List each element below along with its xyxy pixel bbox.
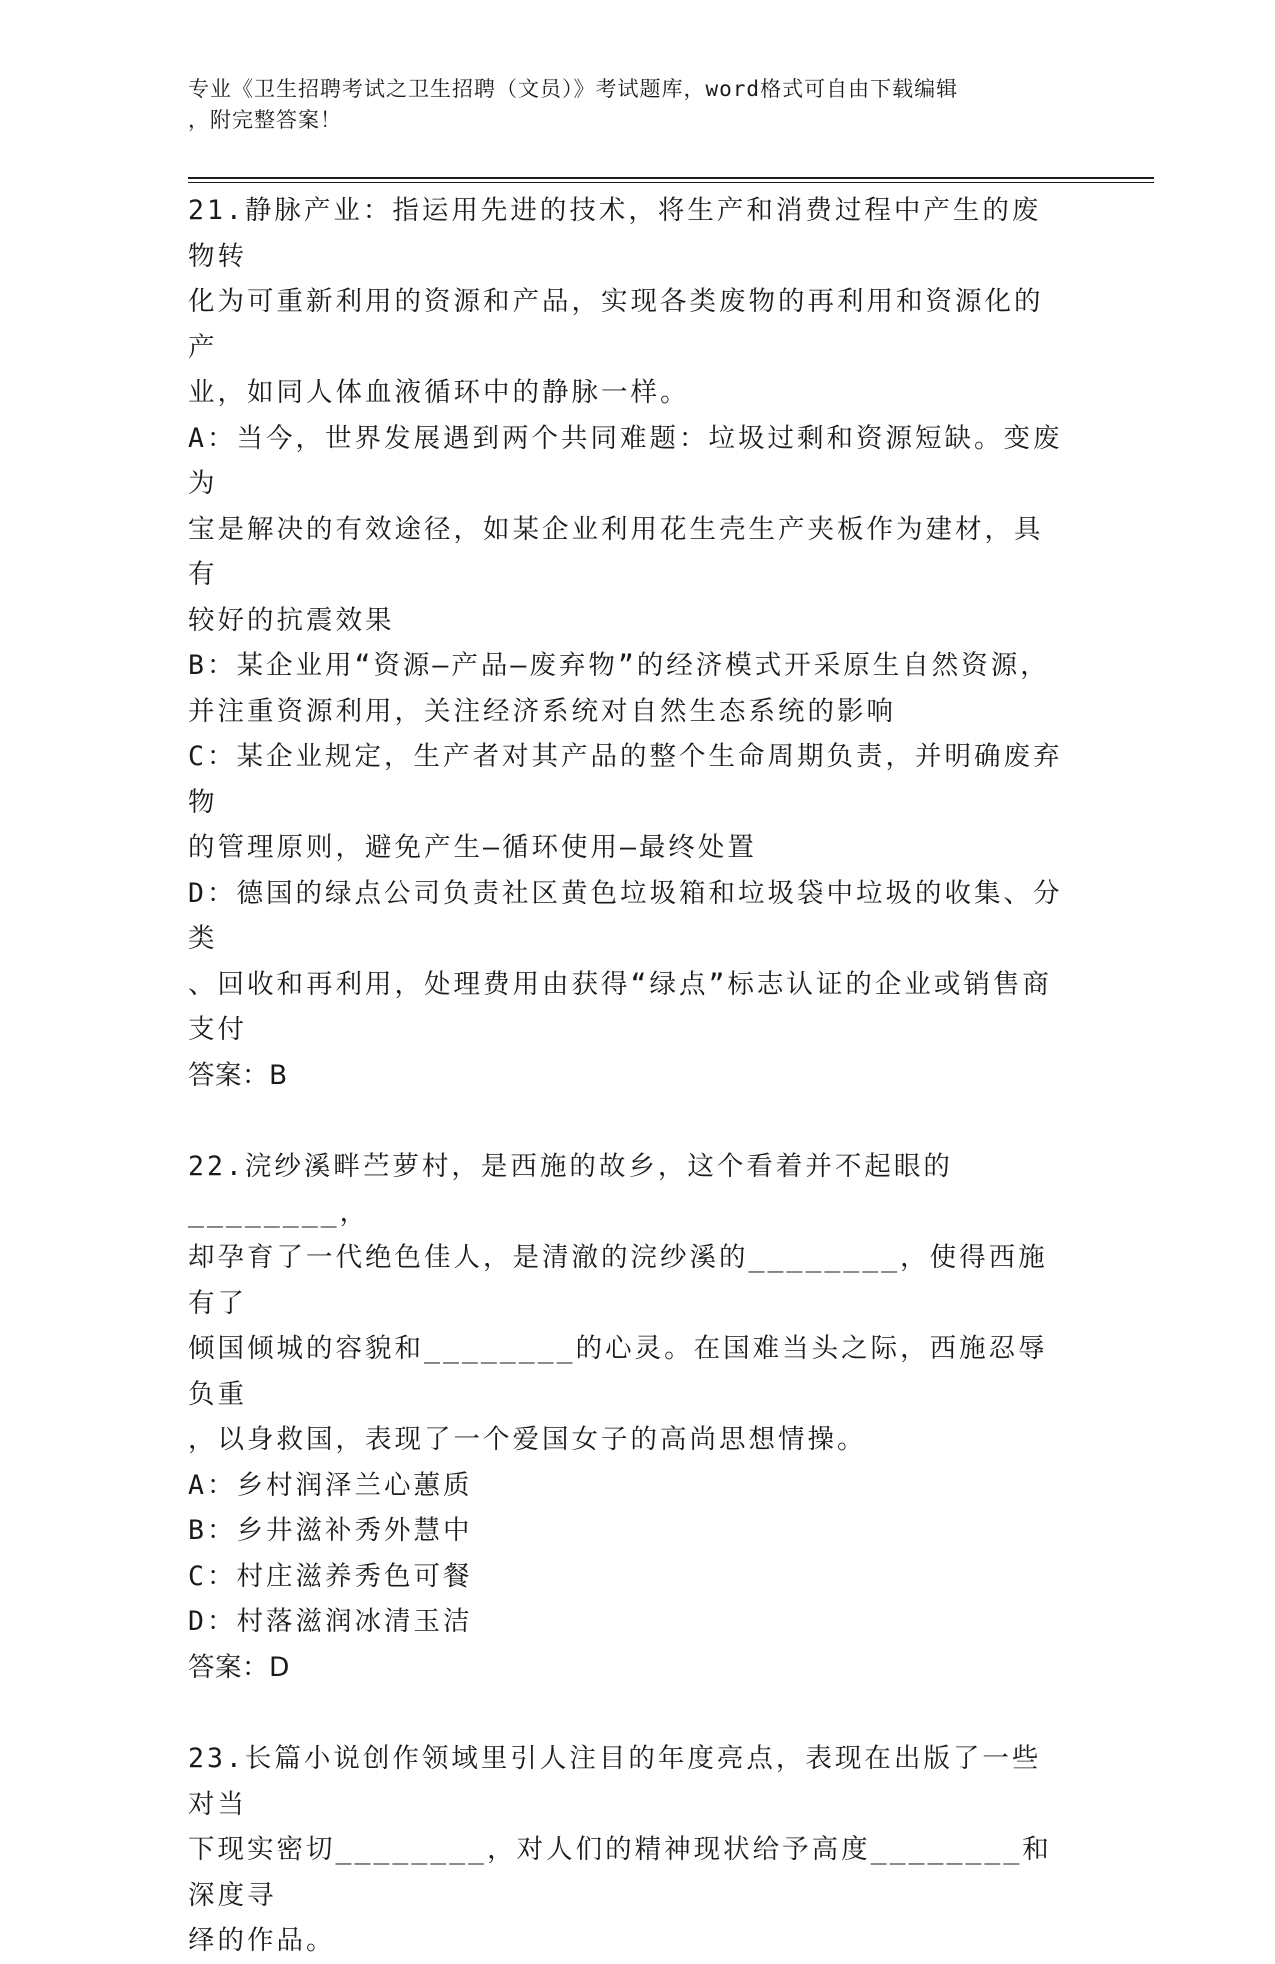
header-divider-thin [188, 182, 1154, 183]
option-c: C：村庄滋养秀色可餐 [188, 1560, 473, 1592]
option-d: D：村落滋润冰清玉洁 [188, 1606, 473, 1637]
header-line-2: ，附完整答案！ [188, 108, 342, 132]
question-text-line: ，以身救国，表现了一个爱国女子的高尚思想情操。 [188, 1424, 867, 1455]
page-header [188, 74, 1088, 136]
option-text-line: A：当今，世界发展遇到两个共同难题：垃圾过剩和资源短缺。变废为 [188, 422, 1063, 499]
question-list [188, 188, 1068, 1964]
header-line-1: 专业《卫生招聘考试之卫生招聘（文员）》考试题库，word格式可自由下载编辑 [188, 77, 959, 101]
option-b: B：乡井滋补秀外慧中 [188, 1515, 473, 1546]
option-text-line: 宝是解决的有效途径，如某企业利用花生壳生产夹板作为建材，具有 [188, 513, 1044, 590]
question-text-line: 下现实密切________，对人们的精神现状给予高度________和深度寻 [188, 1834, 1052, 1911]
question-23 [188, 1736, 1068, 1964]
option-c [188, 734, 1068, 871]
question-text-line: 倾国倾城的容貌和________的心灵。在国难当头之际，西施忍辱负重 [188, 1333, 1048, 1410]
option-text-line: C：某企业规定，生产者对其产品的整个生命周期负责，并明确废弃物 [188, 741, 1063, 818]
question-spacer [188, 1690, 1068, 1736]
option-d [188, 871, 1068, 1053]
question-text-line: 21.静脉产业：指运用先进的技术，将生产和消费过程中产生的废物转 [188, 195, 1042, 272]
option-a [188, 416, 1068, 644]
option-text-line: 并注重资源利用，关注经济系统对自然生态系统的影响 [188, 695, 896, 727]
question-22 [188, 1144, 1068, 1690]
question-text-line: 绎的作品。 [188, 1925, 336, 1956]
option-text-line: 较好的抗震效果 [188, 604, 395, 636]
question-text-line: 化为可重新利用的资源和产品，实现各类废物的再利用和资源化的产 [188, 286, 1044, 363]
answer-line: 答案：D [188, 1651, 290, 1683]
question-text-line: 22.浣纱溪畔苎萝村，是西施的故乡，这个看着并不起眼的________， [188, 1151, 953, 1228]
option-text-line: 支付 [188, 1014, 247, 1045]
option-text-line: 、回收和再利用，处理费用由获得“绿点”标志认证的企业或销售商 [188, 968, 1052, 1000]
option-text-line: B：某企业用“资源—产品—废弃物”的经济模式开采原生自然资源， [188, 650, 1050, 681]
option-text-line: 的管理原则，避免产生—循环使用—最终处置 [188, 832, 757, 863]
question-text-line: 业，如同人体血液循环中的静脉一样。 [188, 377, 690, 408]
header-divider-thick [188, 177, 1154, 179]
question-spacer [188, 1098, 1068, 1144]
option-text-line: D：德国的绿点公司负责社区黄色垃圾箱和垃圾袋中垃圾的收集、分类 [188, 877, 1063, 954]
option-b [188, 643, 1068, 734]
answer-line: 答案：B [188, 1059, 288, 1091]
option-a: A：乡村润泽兰心蕙质 [188, 1469, 473, 1501]
question-21 [188, 188, 1068, 1098]
question-text-line: 23.长篇小说创作领域里引人注目的年度亮点，表现在出版了一些对当 [188, 1743, 1042, 1820]
question-text-line: 却孕育了一代绝色佳人，是清澈的浣纱溪的________，使得西施有了 [188, 1242, 1048, 1319]
